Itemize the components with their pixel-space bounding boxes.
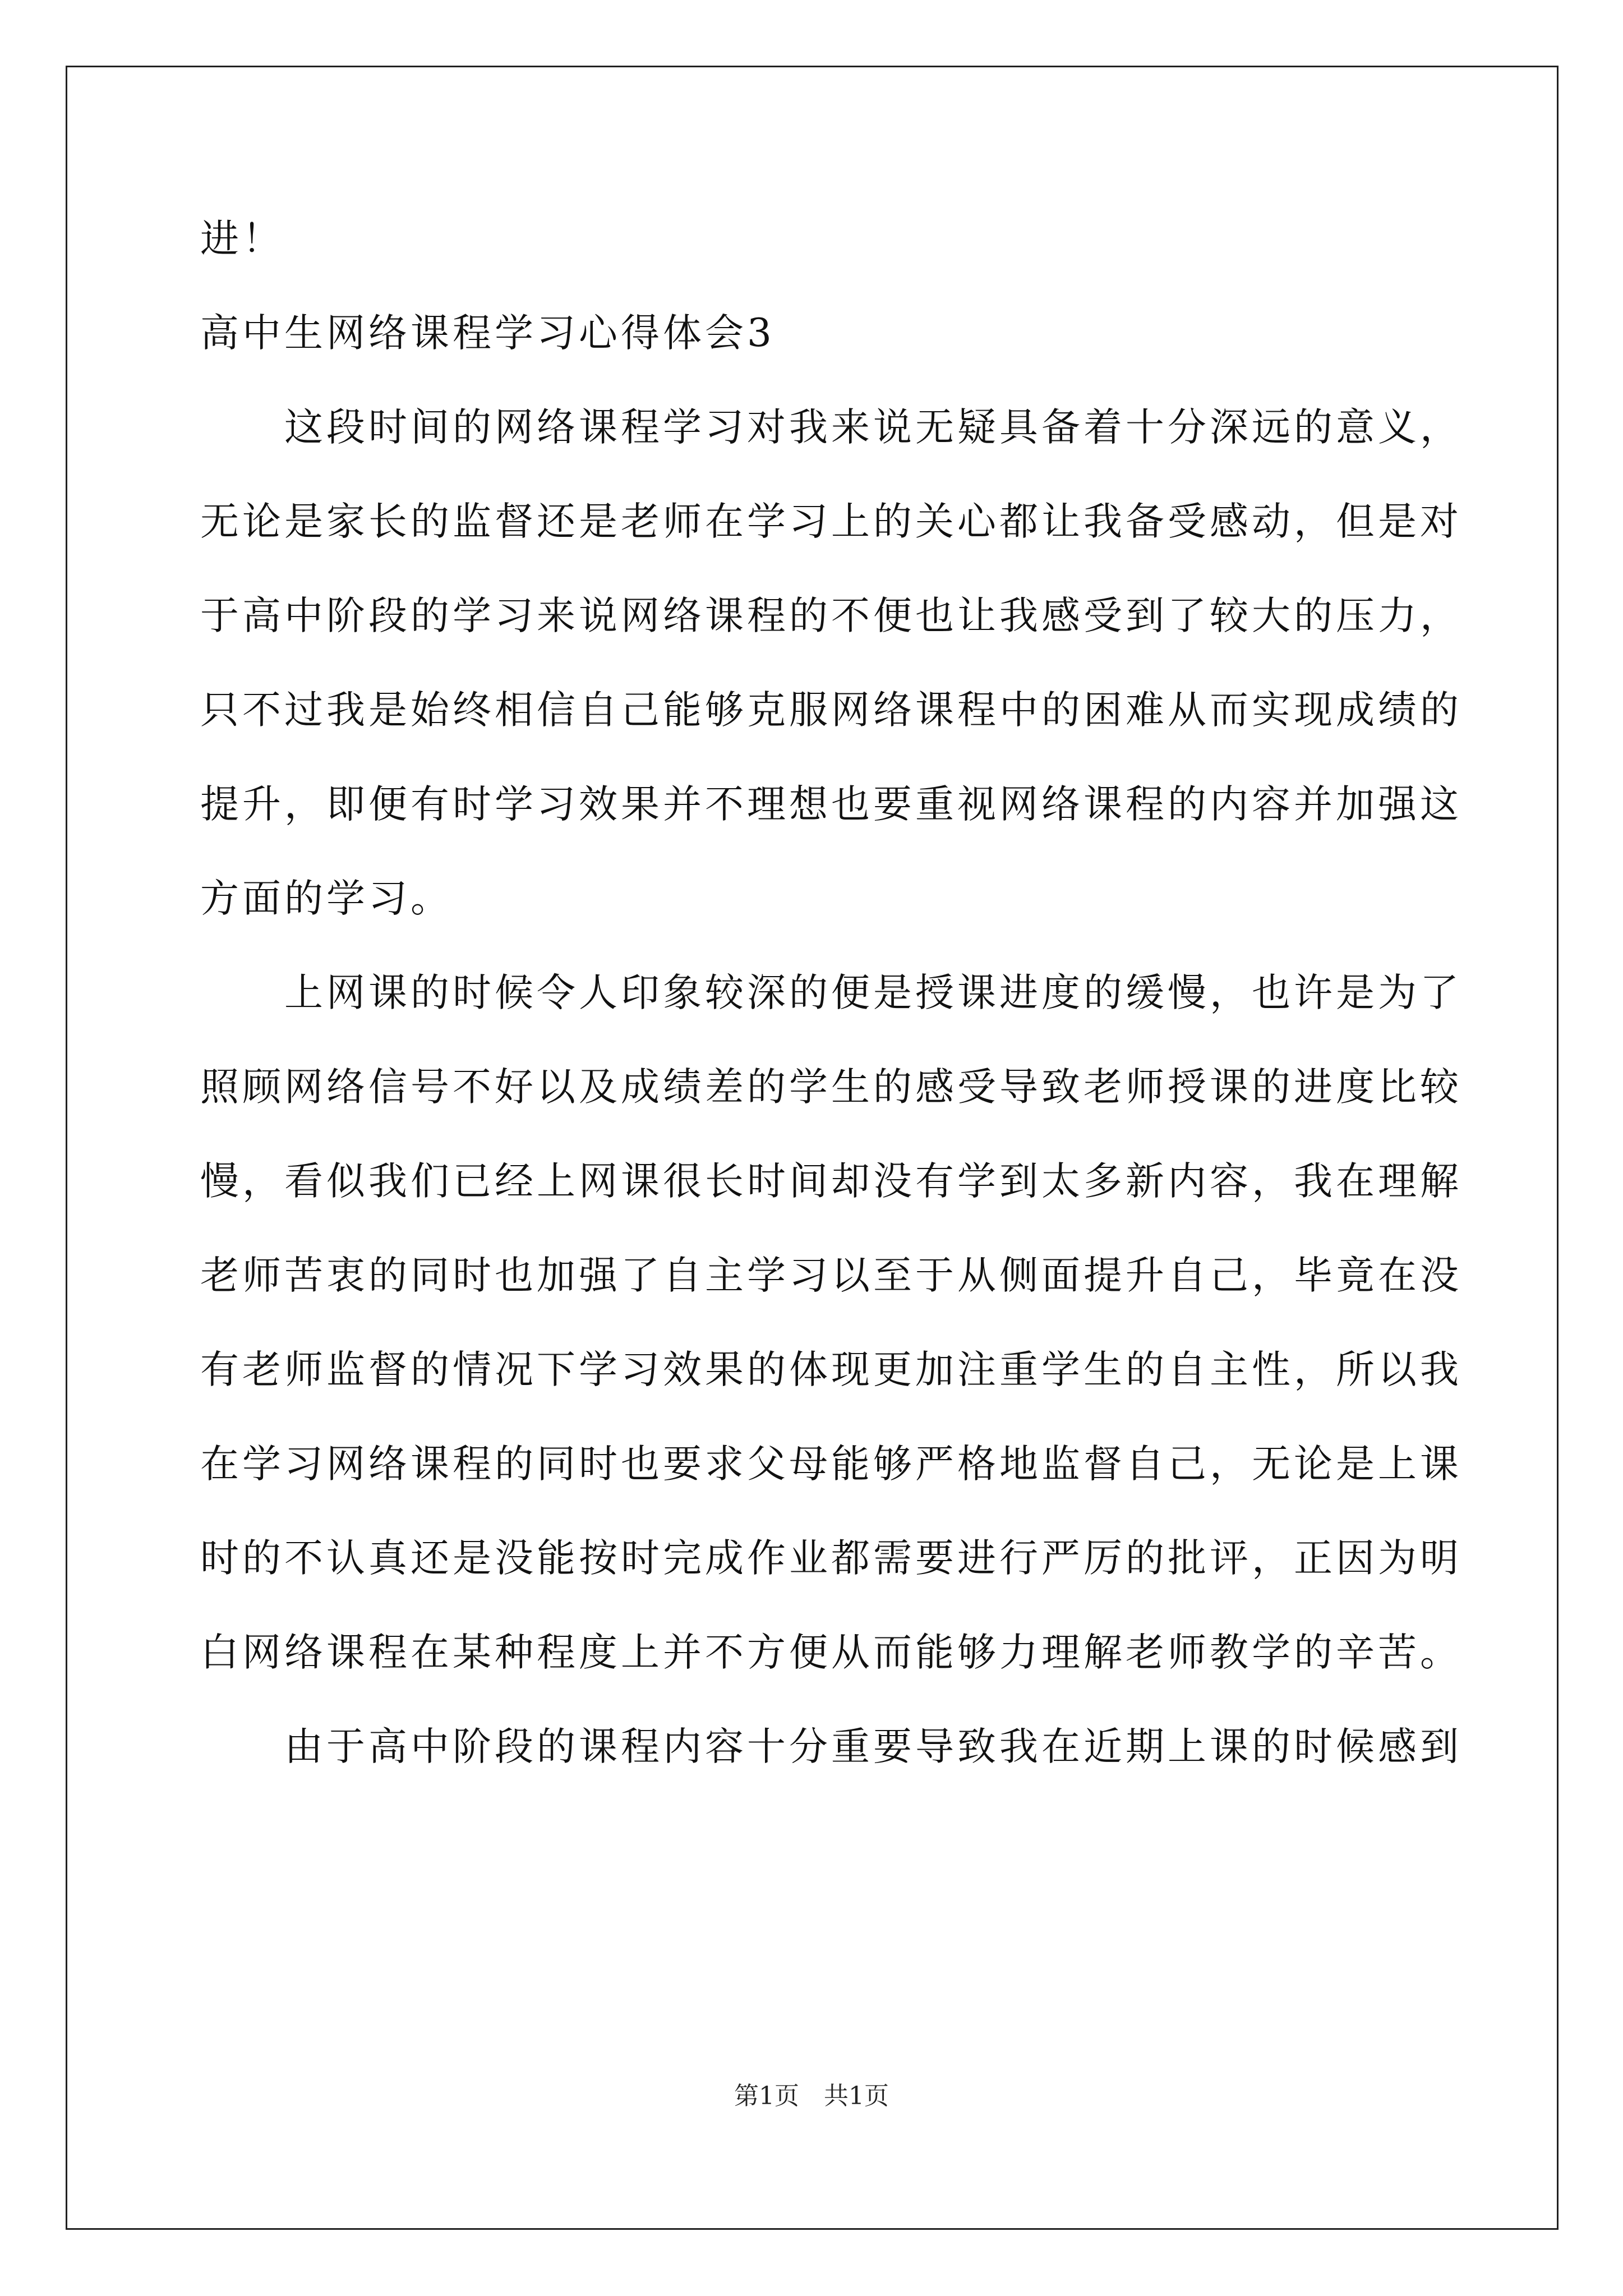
- page-number: 第1页 共1页: [734, 2082, 889, 2110]
- paragraph-line: 上网课的时候令人印象较深的便是授课进度的缓慢，也许是为了: [284, 970, 1462, 1015]
- paragraph-line: 老师苦衷的同时也加强了自主学习以至于从侧面提升自己，毕竟在没: [200, 1253, 1462, 1298]
- paragraph-line: 白网络课程在某种程度上并不方便从而能够力理解老师教学的辛苦。: [200, 1630, 1462, 1675]
- paragraph-line: 在学习网络课程的同时也要求父母能够严格地监督自己，无论是上课: [200, 1442, 1462, 1487]
- paragraph-line: 只不过我是始终相信自己能够克服网络课程中的困难从而实现成绩的: [200, 688, 1462, 733]
- paragraph-line: 方面的学习。: [200, 876, 453, 921]
- paragraph-line: 有老师监督的情况下学习效果的体现更加注重学生的自主性，所以我: [200, 1347, 1462, 1392]
- paragraph-line: 由于高中阶段的课程内容十分重要导致我在近期上课的时候感到: [284, 1724, 1462, 1769]
- paragraph-line: 照顾网络信号不好以及成绩差的学生的感受导致老师授课的进度比较: [200, 1065, 1462, 1110]
- paragraph-line: 这段时间的网络课程学习对我来说无疑具备着十分深远的意义，: [284, 405, 1462, 450]
- text-line: 进！: [200, 217, 284, 261]
- paragraph-line: 时的不认真还是没能按时完成作业都需要进行严厉的批评，正因为明: [200, 1536, 1462, 1581]
- document-body: [200, 217, 1462, 1821]
- paragraph-line: 提升，即便有时学习效果并不理想也要重视网络课程的内容并加强这: [200, 782, 1462, 827]
- paragraph-line: 于高中阶段的学习来说网络课程的不便也让我感受到了较大的压力，: [200, 593, 1462, 638]
- section-title: 高中生网络课程学习心得体会3: [200, 311, 775, 356]
- paragraph-line: 无论是家长的监督还是老师在学习上的关心都让我备受感动，但是对: [200, 499, 1462, 544]
- paragraph-line: 慢，看似我们已经上网课很长时间却没有学到太多新内容，我在理解: [200, 1159, 1462, 1204]
